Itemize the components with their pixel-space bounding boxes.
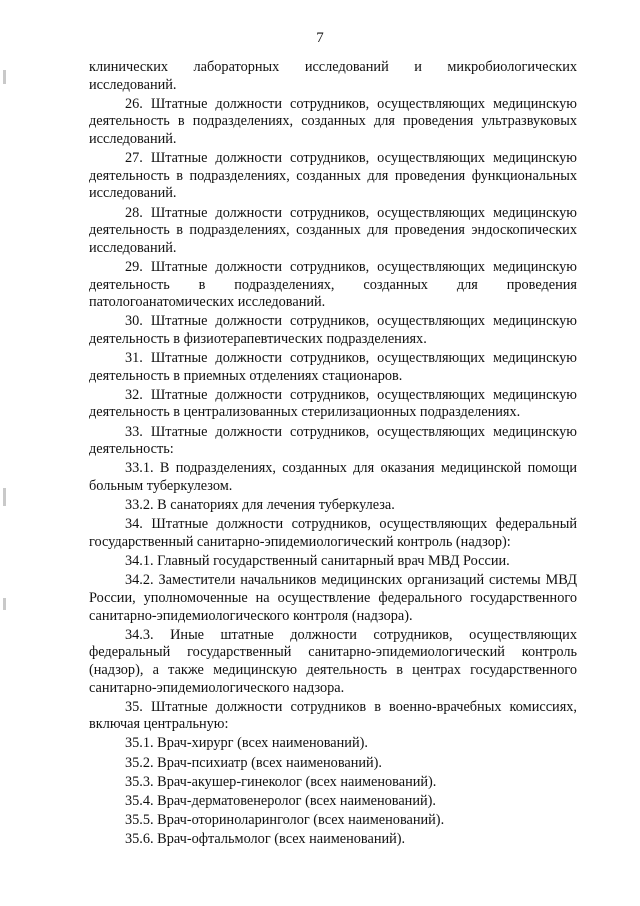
scan-edge-mark [3,488,6,506]
paragraph-continuation: клинических лабораторных исследований и микробиологических исследований. [89,59,577,93]
paragraph-item-35-5: 35.5. Врач-оториноларинголог (всех наименований). [125,812,445,829]
paragraph-item-34-2: 34.2. Заместители начальников медицинских организаций системы МВД России, уполномоченные на осуществление федерального государственного санитарно-эпидемиологического контроля (надзора). [89,572,577,624]
scan-edge-mark [3,598,6,610]
paragraph-item-28: 28. Штатные должности сотрудников, осуществляющих медицинскую деятельность в подразделениях, созданных для проведения эндоскопических исследований. [89,204,577,256]
paragraph-item-35-3: 35.3. Врач-акушер-гинеколог (всех наименований). [125,773,437,790]
paragraph-item-29: 29. Штатные должности сотрудников, осуществляющих медицинскую деятельность в подразделениях, созданных для проведения патологоанатомических исследований. [89,258,577,311]
document-body [89,59,577,851]
paragraph-item-35-1: 35.1. Врач-хирург (всех наименований). [125,735,368,752]
page-number: 7 [316,30,324,46]
paragraph-item-26: 26. Штатные должности сотрудников, осуществляющих медицинскую деятельность в подразделениях, созданных для проведения ультразвуковых исследований. [89,95,577,147]
paragraph-item-35-4: 35.4. Врач-дерматовенеролог (всех наименований). [125,793,436,810]
paragraph-item-31: 31. Штатные должности сотрудников, осуществляющих медицинскую деятельность в приемных отделениях стационаров. [89,350,577,384]
paragraph-item-35-2: 35.2. Врач-психиатр (всех наименований). [125,754,383,771]
paragraph-item-34-3: 34.3. Иные штатные должности сотрудников, осуществляющих федеральный государственный санитарно-эпидемиологический контроль (надзор), а также медицинскую деятельность в центрах государственного санитарно-эпидемиологического надзора. [89,626,577,696]
paragraph-item-34-1: 34.1. Главный государственный санитарный врач МВД России. [125,553,510,570]
paragraph-item-33: 33. Штатные должности сотрудников, осуществляющих медицинскую деятельность: [89,423,577,458]
paragraph-item-35: 35. Штатные должности сотрудников в военно-врачебных комиссиях, включая центральную: [89,698,577,733]
paragraph-item-33-1: 33.1. В подразделениях, созданных для оказания медицинской помощи больным туберкулезом. [89,460,577,494]
scan-edge-mark [3,70,6,84]
paragraph-item-33-2: 33.2. В санаториях для лечения туберкулеза. [125,497,395,514]
paragraph-item-32: 32. Штатные должности сотрудников, осуществляющих медицинскую деятельность в централизованных стерилизационных подразделениях. [89,386,577,421]
paragraph-item-35-6: 35.6. Врач-офтальмолог (всех наименований). [125,831,406,848]
paragraph-item-27: 27. Штатные должности сотрудников, осуществляющих медицинскую деятельность в подразделениях, созданных для проведения функциональных исследований. [89,150,577,202]
paragraph-item-34: 34. Штатные должности сотрудников, осуществляющих федеральный государственный санитарно-эпидемиологический контроль (надзор): [89,516,577,550]
paragraph-item-30: 30. Штатные должности сотрудников, осуществляющих медицинскую деятельность в физиотерапевтических подразделениях. [89,313,577,347]
